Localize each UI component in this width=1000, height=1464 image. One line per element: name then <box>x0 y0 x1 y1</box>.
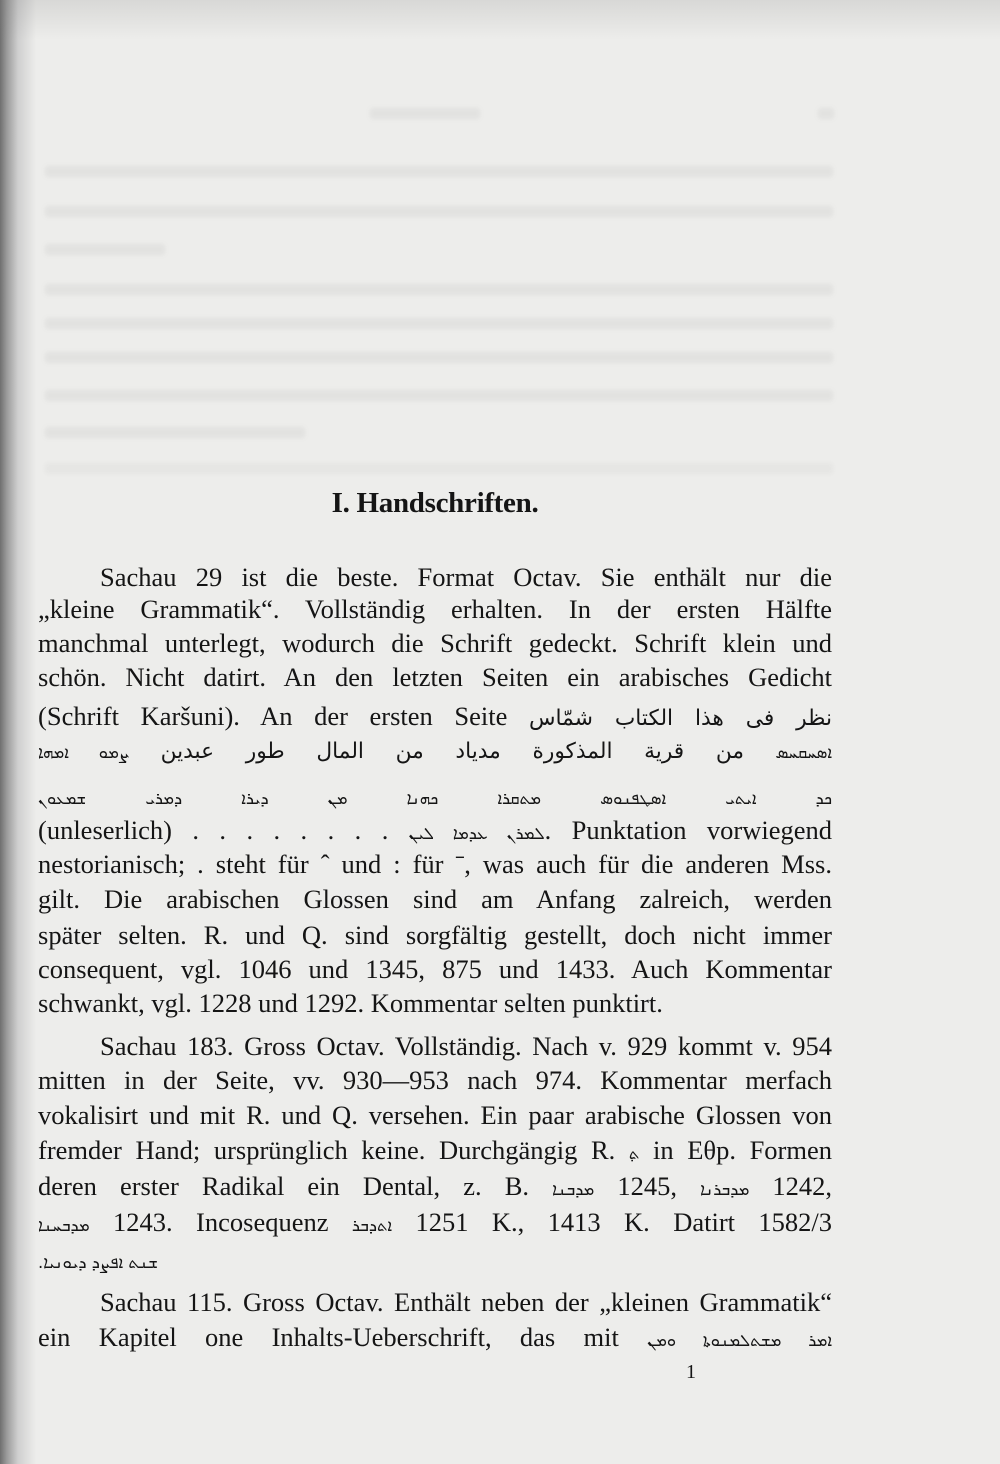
line-text: 1242, <box>772 1171 832 1201</box>
line-text: (unleserlich) . . . . . . . . <box>38 815 389 845</box>
syriac-text: ܐܡܪ ܡܫܬܠܡܢܘܬܐ ܘܡܢ <box>647 1331 832 1350</box>
line-text: (Schrift Karšuni). An der ersten Seite <box>38 701 508 731</box>
syriac-text: ܐܣܚܩܚܣ <box>775 743 832 762</box>
line-text: Sachau 115. Gross Octav. Enthält neben der „kleinen Grammatik“ <box>100 1287 832 1317</box>
syriac-text: ܐܬܕܒܪ <box>351 1216 393 1235</box>
arabic-text: من قرية المذكورة مدياد من المال طور عبدين <box>160 739 745 764</box>
syriac-text: ܡܕܒܢܐ <box>552 1180 595 1199</box>
line-text: vokalisirt und mit R. und Q. versehen. Ein paar arabische Glossen von <box>38 1100 832 1130</box>
text-line <box>38 626 832 660</box>
arabic-text: نظر فى هذا الكتاب شمّاس <box>529 706 832 731</box>
syriac-text: ܫܢܬ ܐܦܨܕ ܕܝܘܢܝܐ. <box>38 1253 158 1272</box>
text-line <box>38 1063 832 1097</box>
syriac-text: ܟܕ ܐܝܬܝ ܐܣܛܦܢܘܣ ܡܬܩܪܐ ܟܗܢܐ ܡܢ ܕܝܪܐ ܕܡܪܝ ܫܡܥܘܢ <box>38 789 832 808</box>
section-heading: I. Handschriften. <box>331 487 539 519</box>
syriac-text: ܡܕܒܚܢܐ <box>38 1216 90 1235</box>
line-text: schwankt, vgl. 1228 und 1292. Kommentar selten punktirt. <box>38 988 663 1018</box>
text-line <box>38 732 832 766</box>
line-text: Sachau 183. Gross Octav. Vollständig. Nach v. 929 kommt v. 954 <box>100 1031 832 1061</box>
page-edge-shadow <box>0 0 36 1464</box>
text-line <box>38 699 832 733</box>
line-text: manchmal unterlegt, wodurch die Schrift gedeckt. Schrift klein und <box>38 628 832 658</box>
text-line <box>38 952 832 986</box>
line-text: deren erster Radikal ein Dental, z. B. <box>38 1171 530 1201</box>
text-line <box>38 986 832 1020</box>
line-text: nestorianisch; . steht für ˆ und : für ˉ, was auch für die anderen Mss. <box>38 849 832 879</box>
line-text: 1245, <box>617 1171 678 1201</box>
text-line <box>38 1029 832 1063</box>
line-text: ein Kapitel one Inhalts-Ueberschrift, das mit <box>38 1322 619 1352</box>
syriac-text: ܨܡܘ ܐܡܗܐ <box>38 743 130 762</box>
syriac-text: ܡܕܒܪܢܐ <box>700 1180 750 1199</box>
line-text: fremder Hand; ursprünglich keine. Durchgängig R. <box>38 1135 616 1165</box>
text-line <box>38 1169 832 1203</box>
text-line <box>38 1285 832 1319</box>
page-number: 1 <box>686 1361 696 1383</box>
text-line <box>38 560 832 594</box>
syriac-text: ܬ̣ <box>628 1144 640 1163</box>
line-text: consequent, vgl. 1046 und 1345, 875 und 1433. Auch Kommentar <box>38 954 832 984</box>
syriac-text: ܠܡܪܢ ܥܕܡܐ ܠܝܢ <box>408 824 545 843</box>
text-line <box>38 1205 832 1239</box>
line-text: Sachau 29 ist die beste. Format Octav. Sie enthält nur die <box>100 562 832 592</box>
text-line <box>38 1133 832 1167</box>
text-line <box>38 1242 832 1276</box>
text-line <box>38 813 832 847</box>
line-text: 1251 K., 1413 K. Datirt 1582/3 <box>415 1207 832 1237</box>
line-text: mitten in der Seite, vv. 930—953 nach 974. Kommentar merfach <box>38 1065 832 1095</box>
line-text: . Punktation vorwiegend <box>544 815 832 845</box>
line-text: 1243. Incosequenz <box>113 1207 329 1237</box>
text-line <box>38 882 832 916</box>
text-line <box>38 1098 832 1132</box>
line-text: gilt. Die arabischen Glossen sind am Anfang zalreich, werden <box>38 884 832 914</box>
text-line <box>38 1320 832 1354</box>
text-block <box>38 0 832 1464</box>
line-text: schön. Nicht datirt. An den letzten Seiten ein arabisches Gedicht <box>38 662 832 692</box>
text-line <box>38 592 832 626</box>
text-line <box>38 778 832 812</box>
text-line <box>38 847 832 881</box>
line-text: in Eθp. Formen <box>652 1135 832 1165</box>
text-line <box>38 660 832 694</box>
line-text: später selten. R. und Q. sind sorgfältig gestellt, doch nicht immer <box>38 920 832 950</box>
text-line <box>38 918 832 952</box>
line-text: „kleine Grammatik“. Vollständig erhalten. In der ersten Hälfte <box>38 594 832 624</box>
